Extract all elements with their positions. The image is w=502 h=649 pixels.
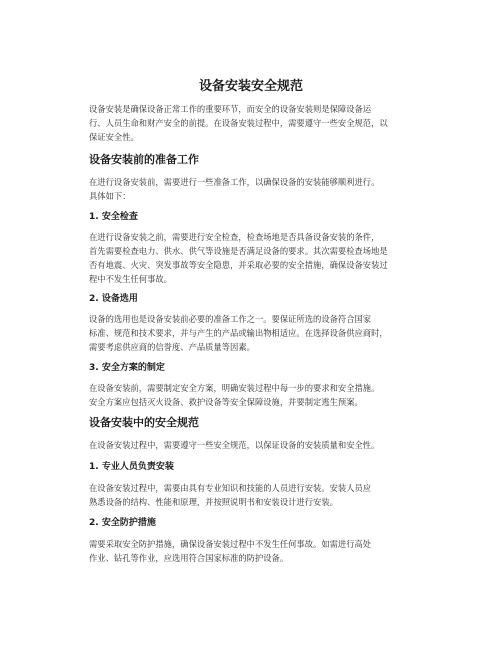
subsection-heading: 2. 安全防护措施 bbox=[89, 518, 156, 528]
text-line: 在进行设备安装前，需要进行一些准备工作，以确保设备的安装能够顺利进行。 bbox=[89, 177, 380, 187]
section-paragraph bbox=[89, 175, 434, 203]
subsection-paragraph bbox=[89, 312, 434, 354]
text-line: 否有地震、火灾、突发事故等安全隐患，并采取必要的安全措施，确保设备安装过 bbox=[89, 260, 388, 270]
document-title: 设备安装安全规范 bbox=[198, 79, 303, 94]
subsection-paragraph bbox=[89, 537, 434, 565]
text-line: 在进行设备安装之前，需要进行安全检查，检查场地是否具备设备安装的条件， bbox=[89, 232, 380, 242]
text-line: 标准、规范和技术要求，并与产生的产品或输出物相适应。在选择设备供应商时， bbox=[89, 328, 388, 338]
subsection-heading: 1. 专业人员负责安装 bbox=[89, 462, 174, 472]
text-line: 设备的选用也是设备安装前必要的准备工作之一。要保证所选的设备符合国家 bbox=[89, 314, 372, 324]
subsection-paragraph bbox=[89, 230, 434, 286]
text-line: 需要考虑供应商的信誉度、产品质量等因素。 bbox=[89, 342, 255, 352]
text-line: 安全方案应包括灭火设备、救护设备等安全保障设施，并要制定逃生预案。 bbox=[89, 397, 363, 407]
text-line: 设备安装是确保设备正常工作的重要环节，而安全的设备安装则是保障设备运 bbox=[89, 104, 372, 114]
text-line: 在设备安装过程中，需要遵守一些安全规范，以保证设备的安装质量和安全性。 bbox=[89, 440, 380, 450]
subsection-heading: 3. 安全方案的制定 bbox=[89, 363, 165, 373]
section-heading: 设备安装中的安全规范 bbox=[89, 416, 199, 429]
subsection-heading: 2. 设备选用 bbox=[89, 294, 138, 304]
text-line: 在设备安装前，需要制定安全方案，明确安装过程中每一步的要求和安全措施。 bbox=[89, 383, 380, 393]
section-paragraph bbox=[89, 438, 434, 452]
text-line: 程中不发生任何事故。 bbox=[89, 274, 172, 284]
text-line: 首先需要检查电力、供水、供气等设施是否满足设备的要求。其次需要检查场地是 bbox=[89, 246, 388, 256]
subsection-paragraph bbox=[89, 481, 434, 509]
text-line: 保证安全性。 bbox=[89, 132, 139, 142]
subsection-heading: 1. 安全检查 bbox=[89, 212, 138, 222]
text-line: 熟悉设备的结构、性能和原理，并按照说明书和安装设计进行安装。 bbox=[89, 497, 338, 507]
subsection-paragraph bbox=[89, 381, 434, 409]
text-line: 具体如下： bbox=[89, 191, 131, 201]
text-line: 在设备安装过程中，需要由具有专业知识和技能的人员进行安装。安装人员应 bbox=[89, 483, 372, 493]
section-heading: 设备安装前的准备工作 bbox=[89, 153, 199, 166]
intro-paragraph bbox=[89, 102, 434, 144]
text-line: 行、人员生命和财产安全的前提。在设备安装过程中，需要遵守一些安全规范，以 bbox=[89, 118, 388, 128]
text-line: 需要采取安全防护措施，确保设备安装过程中不发生任何事故。如需进行高处 bbox=[89, 539, 372, 549]
text-line: 作业、钻孔等作业，应选用符合国家标准的防护设备。 bbox=[89, 553, 289, 563]
